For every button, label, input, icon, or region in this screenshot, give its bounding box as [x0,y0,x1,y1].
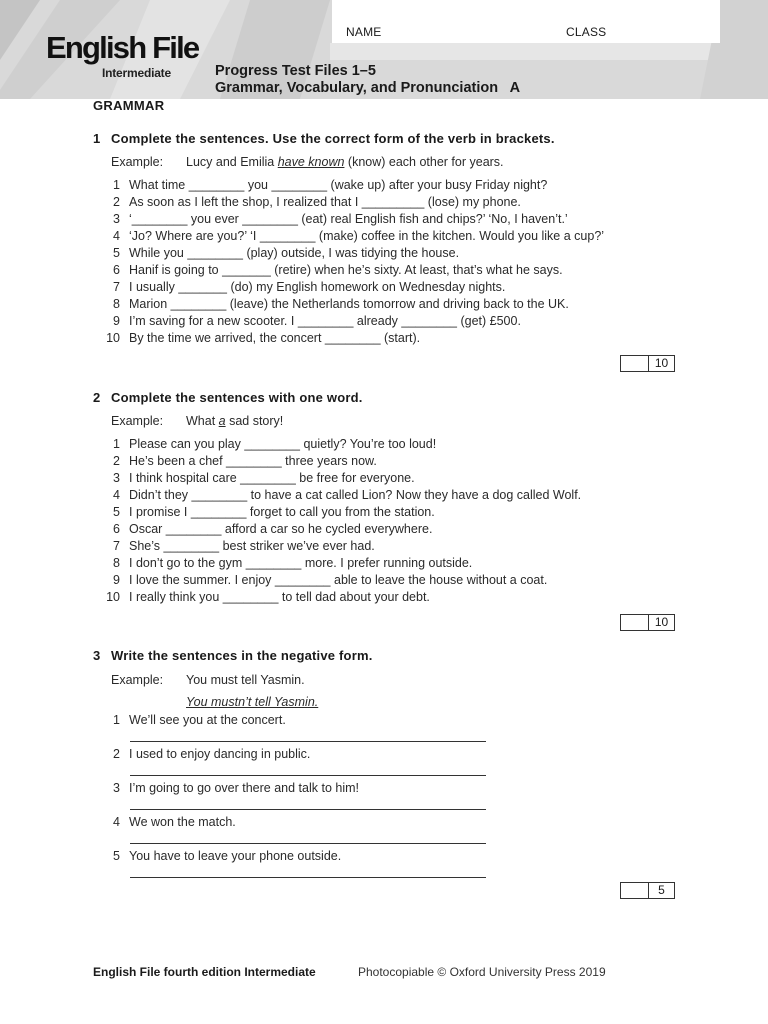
question-text: We won the match. [129,815,236,829]
question-number: 2 [113,195,120,209]
question-text: I’m going to go over there and talk to him! [129,781,359,795]
question-item [100,211,568,228]
logo-english-file: English File [46,30,199,65]
question-text: She’s ________ best striker we’ve ever had. [129,539,375,553]
question-number: 8 [113,556,120,570]
score-entry[interactable] [621,883,649,898]
question-text: By the time we arrived, the concert ________ (start). [129,331,421,345]
question-item [100,177,547,194]
section-heading: GRAMMAR [93,98,165,113]
question-text: ‘Jo? Where are you?’ ‘I ________ (make) coffee in the kitchen. Would you like a cup?’ [129,229,605,243]
example-label: Example: [111,155,164,169]
question-text: I think hospital care ________ be free for everyone. [129,471,415,485]
answer-line[interactable] [130,775,486,776]
exercise-3-heading [93,648,373,663]
example-text: Lucy and Emilia [186,155,278,169]
question-number: 3 [113,471,120,485]
score-entry[interactable] [621,356,649,371]
exercise-1-example [111,155,504,169]
question-number: 7 [113,280,120,294]
example-label: Example: [111,414,164,428]
question-item [100,330,420,347]
question-text: We’ll see you at the concert. [129,713,286,727]
question-item [100,572,547,589]
question-number: 7 [113,539,120,553]
question-item [100,712,286,729]
exercise-1-score-box[interactable] [620,355,675,372]
answer-line[interactable] [130,741,486,742]
question-text: Didn’t they ________ to have a cat called Lion? Now they have a dog called Wolf. [129,488,582,502]
question-number: 2 [113,454,120,468]
exercise-instruction: Write the sentences in the negative form. [111,648,373,663]
footer-edition: English File fourth edition Intermediate [93,965,316,979]
exercise-2-heading [93,390,363,405]
question-text: I used to enjoy dancing in public. [129,747,311,761]
question-item [100,504,435,521]
question-number: 1 [113,437,120,451]
question-number: 9 [113,314,120,328]
example-label: Example: [111,673,164,687]
question-item [100,194,521,211]
question-text: Please can you play ________ quietly? You’re too loud! [129,437,437,451]
question-number: 2 [113,747,120,761]
question-number: 8 [113,297,120,311]
question-number: 10 [106,590,120,604]
question-item [100,245,459,262]
question-number: 5 [113,505,120,519]
max-score: 10 [654,615,669,629]
exercise-number: 2 [93,390,101,405]
logo-level: Intermediate [102,66,171,80]
example-text: You must tell Yasmin. [186,673,305,687]
exercise-2-score-box[interactable] [620,614,675,631]
example-answer: You mustn’t tell Yasmin. [186,695,319,709]
question-item [100,746,310,763]
test-subtitle: Grammar, Vocabulary, and Pronunciation A [215,80,521,96]
question-text: I promise I ________ forget to call you from the station. [129,505,435,519]
question-text: While you ________ (play) outside, I was tidying the house. [129,246,460,260]
example-answer: a [218,414,226,428]
question-number: 4 [113,229,120,243]
question-text: ‘________ you ever ________ (eat) real English fish and chips?’ ‘No, I haven’t.’ [129,212,568,226]
question-text: Marion ________ (leave) the Netherlands tomorrow and driving back to the UK. [129,297,569,311]
question-item [100,313,521,330]
question-text: I don’t go to the gym ________ more. I prefer running outside. [129,556,473,570]
question-text: I usually _______ (do) my English homework on Wednesday nights. [129,280,506,294]
question-text: What time ________ you ________ (wake up) after your busy Friday night? [129,178,548,192]
exercise-3-score-box[interactable] [620,882,675,899]
exercise-instruction: Complete the sentences. Use the correct form of the verb in brackets. [111,131,555,146]
question-number: 4 [113,488,120,502]
question-number: 9 [113,573,120,587]
question-item [100,470,415,487]
question-item [100,279,505,296]
question-item [100,780,359,797]
class-label: CLASS [566,25,607,39]
example-text: What [186,414,219,428]
name-class-box [332,0,720,43]
question-text: You have to leave your phone outside. [129,849,342,863]
question-item [100,228,604,245]
question-number: 1 [113,178,120,192]
exercise-number: 3 [93,648,101,663]
question-item [100,538,375,555]
question-text: Oscar ________ afford a car so he cycled everywhere. [129,522,433,536]
exercise-1-heading [93,131,555,146]
question-item [100,589,430,606]
exercise-2-example [111,414,283,428]
test-title: Progress Test Files 1–5 [215,63,376,79]
question-text: I’m saving for a new scooter. I ________ already ________ (get) £500. [129,314,521,328]
answer-line[interactable] [130,809,486,810]
name-label: NAME [346,25,382,39]
question-text: I love the summer. I enjoy ________ able to leave the house without a coat. [129,573,548,587]
question-text: Hanif is going to _______ (retire) when he’s sixty. At least, that’s what he says. [129,263,563,277]
example-answer: have known [277,155,345,169]
question-item [100,521,432,538]
question-text: As soon as I left the shop, I realized that I _________ (lose) my phone. [129,195,521,209]
exercise-3-example [111,673,305,687]
example-text: (know) each other for years. [344,155,504,169]
score-entry[interactable] [621,615,649,630]
exercise-instruction: Complete the sentences with one word. [111,390,363,405]
question-number: 6 [113,263,120,277]
question-number: 6 [113,522,120,536]
footer-copyright: Photocopiable © Oxford University Press 2019 [358,965,606,979]
question-number: 3 [113,212,120,226]
answer-line[interactable] [130,843,486,844]
question-number: 5 [113,849,120,863]
answer-line[interactable] [130,877,486,878]
question-number: 10 [106,331,120,345]
max-score: 10 [654,356,669,370]
question-text: He’s been a chef ________ three years now. [129,454,377,468]
example-text: sad story! [225,414,284,428]
max-score: 5 [658,883,665,897]
question-item [100,453,377,470]
question-number: 4 [113,815,120,829]
question-number: 5 [113,246,120,260]
exercise-number: 1 [93,131,101,146]
question-item [100,848,341,865]
question-item [100,555,472,572]
question-item [100,436,436,453]
question-text: I really think you ________ to tell dad about your debt. [129,590,430,604]
question-item [100,296,569,313]
question-number: 1 [113,713,120,727]
question-item [100,487,581,504]
question-number: 3 [113,781,120,795]
question-item [100,814,236,831]
question-item [100,262,563,279]
